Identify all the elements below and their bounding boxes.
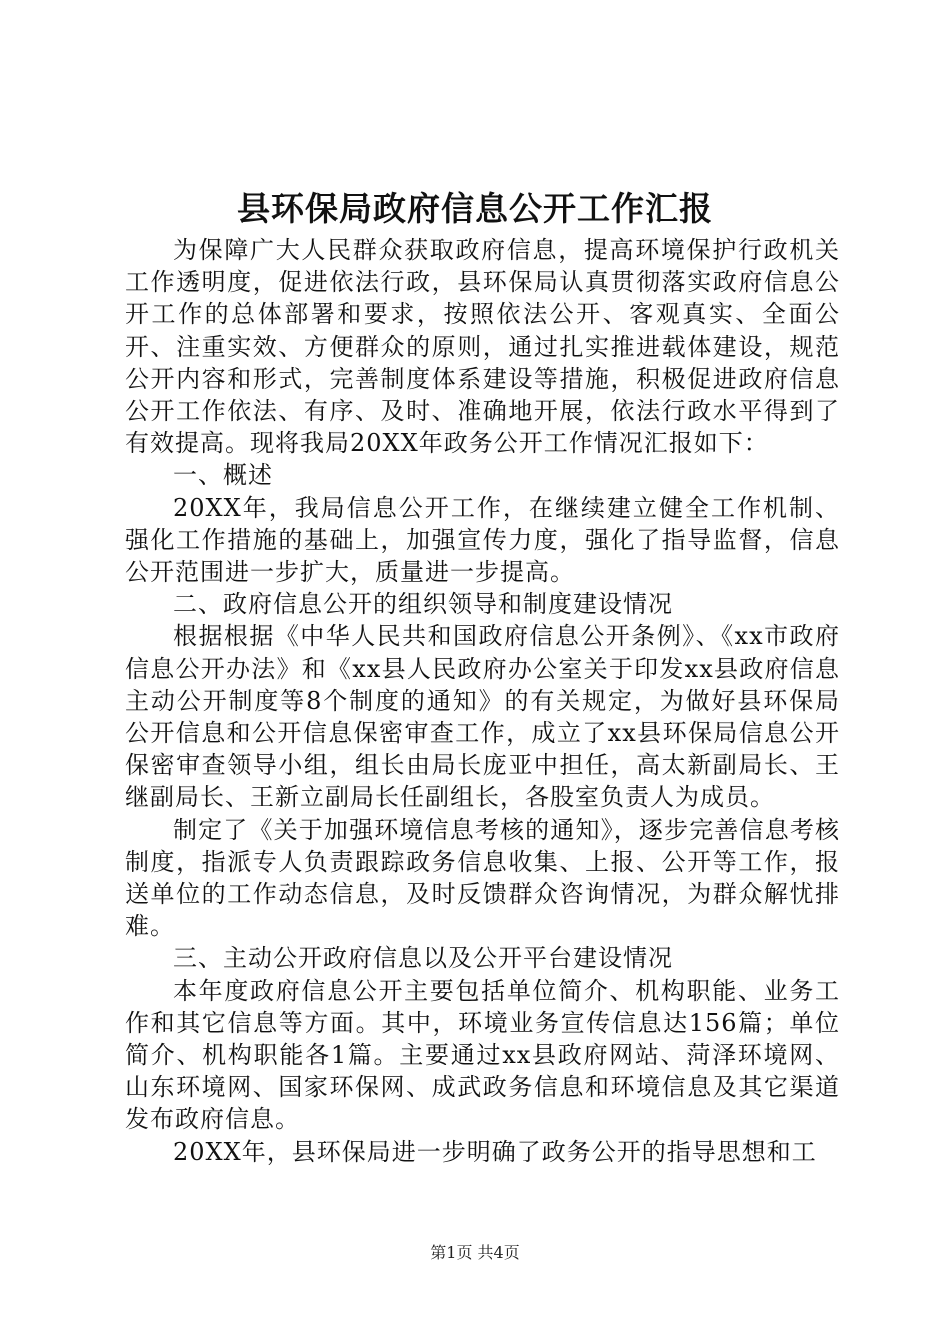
section-heading-platform: 三、主动公开政府信息以及公开平台建设情况 — [173, 944, 673, 973]
document-title: 县环保局政府信息公开工作汇报 — [237, 189, 713, 228]
paragraph-overview: 20XX年，我局信息公开工作，在继续建立健全工作机制、强化工作措施的基础上，加强宣传力度，强化了指导监督，信息公开范围进一步扩大，质量进一步提高。 — [125, 493, 840, 587]
page-number-footer: 第1页 共4页 — [430, 1243, 520, 1262]
paragraph-platform: 本年度政府信息公开主要包括单位简介、机构职能、业务工作和其它信息等方面。其中，环境业务宣传信息达156篇；单位简介、机构职能各1篇。主要通过xx县政府网站、菏泽环境网、山东环境网、国家环保网、成武政务信息和环境信息及其它渠道发布政府信息。 — [125, 976, 840, 1134]
section-heading-organization: 二、政府信息公开的组织领导和制度建设情况 — [173, 590, 673, 619]
paragraph-assessment: 制定了《关于加强环境信息考核的通知》，逐步完善信息考核制度，指派专人负责跟踪政务信息收集、上报、公开等工作，报送单位的工作动态信息，及时反馈群众咨询情况，为群众解忧排难。 — [125, 815, 840, 941]
section-heading-overview: 一、概述 — [173, 461, 273, 490]
paragraph-continuation: 20XX年，县环保局进一步明确了政务公开的指导思想和工 — [173, 1137, 817, 1166]
paragraph-intro: 为保障广大人民群众获取政府信息，提高环境保护行政机关工作透明度，促进依法行政，县环保局认真贯彻落实政府信息公开工作的总体部署和要求，按照依法公开、客观真实、全面公开、注重实效、方便群众的原则，通过扎实推进载体建设，规范公开内容和形式，完善制度体系建设等措施，积极促进政府信息公开工作依法、有序、及时、准确地开展，依法行政水平得到了有效提高。现将我局20XX年政务公开工作情况汇报如下： — [125, 236, 840, 458]
document-body — [125, 234, 840, 1168]
paragraph-organization: 根据根据《中华人民共和国政府信息公开条例》、《xx市政府信息公开办法》和《xx县人民政府办公室关于印发xx县政府信息主动公开制度等8个制度的通知》的有关规定，为做好县环保局公开信息和公开信息保密审查工作，成立了xx县环保局信息公开保密审查领导小组，组长由局长庞亚中担任，高太新副局长、王继副局长、王新立副局长任副组长，各股室负责人为成员。 — [125, 622, 840, 812]
